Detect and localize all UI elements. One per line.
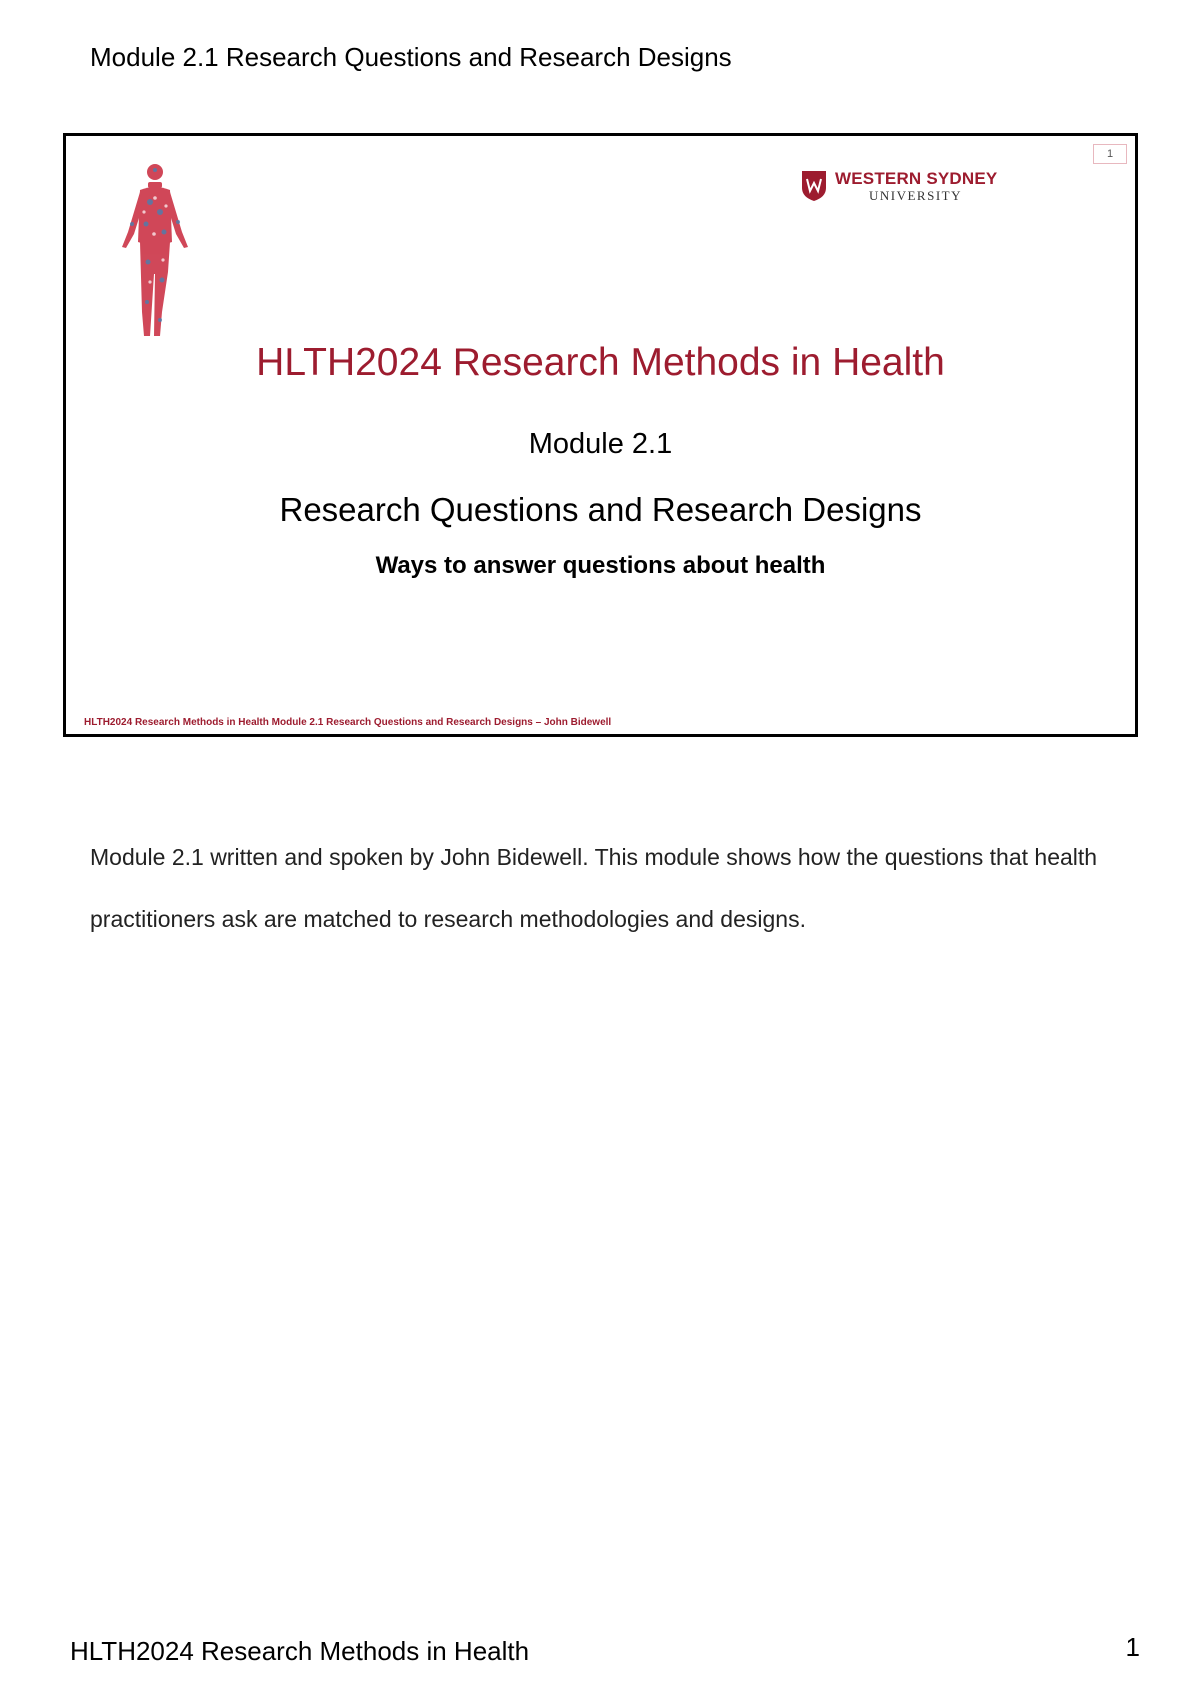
slide-title: HLTH2024 Research Methods in Health (256, 341, 945, 384)
human-body-figure-icon (110, 162, 200, 340)
page-footer-course: HLTH2024 Research Methods in Health (70, 1636, 530, 1666)
slide-footer: HLTH2024 Research Methods in Health Module 2.1 Research Questions and Research Designs – John Bidewell (84, 717, 612, 728)
university-shield-icon (801, 170, 827, 202)
logo-primary-text: WESTERN SYDNEY (835, 169, 998, 188)
university-logo (801, 166, 997, 206)
slide-thumbnail (63, 133, 1138, 737)
slide-heading: Research Questions and Research Designs (279, 491, 922, 528)
speaker-notes: Module 2.1 written and spoken by John Bidewell. This module shows how the questions that health practitioners ask are matched to research methodologies and designs. (90, 844, 1098, 932)
slide-subtitle: Ways to answer questions about health (375, 552, 826, 579)
page-header-title: Module 2.1 Research Questions and Research Designs (90, 42, 732, 72)
slide-number-badge: 1 (1093, 144, 1127, 164)
page-number: 1 (1125, 1632, 1140, 1662)
slide-module-label: Module 2.1 (528, 428, 673, 460)
logo-secondary-text: UNIVERSITY (869, 188, 962, 203)
